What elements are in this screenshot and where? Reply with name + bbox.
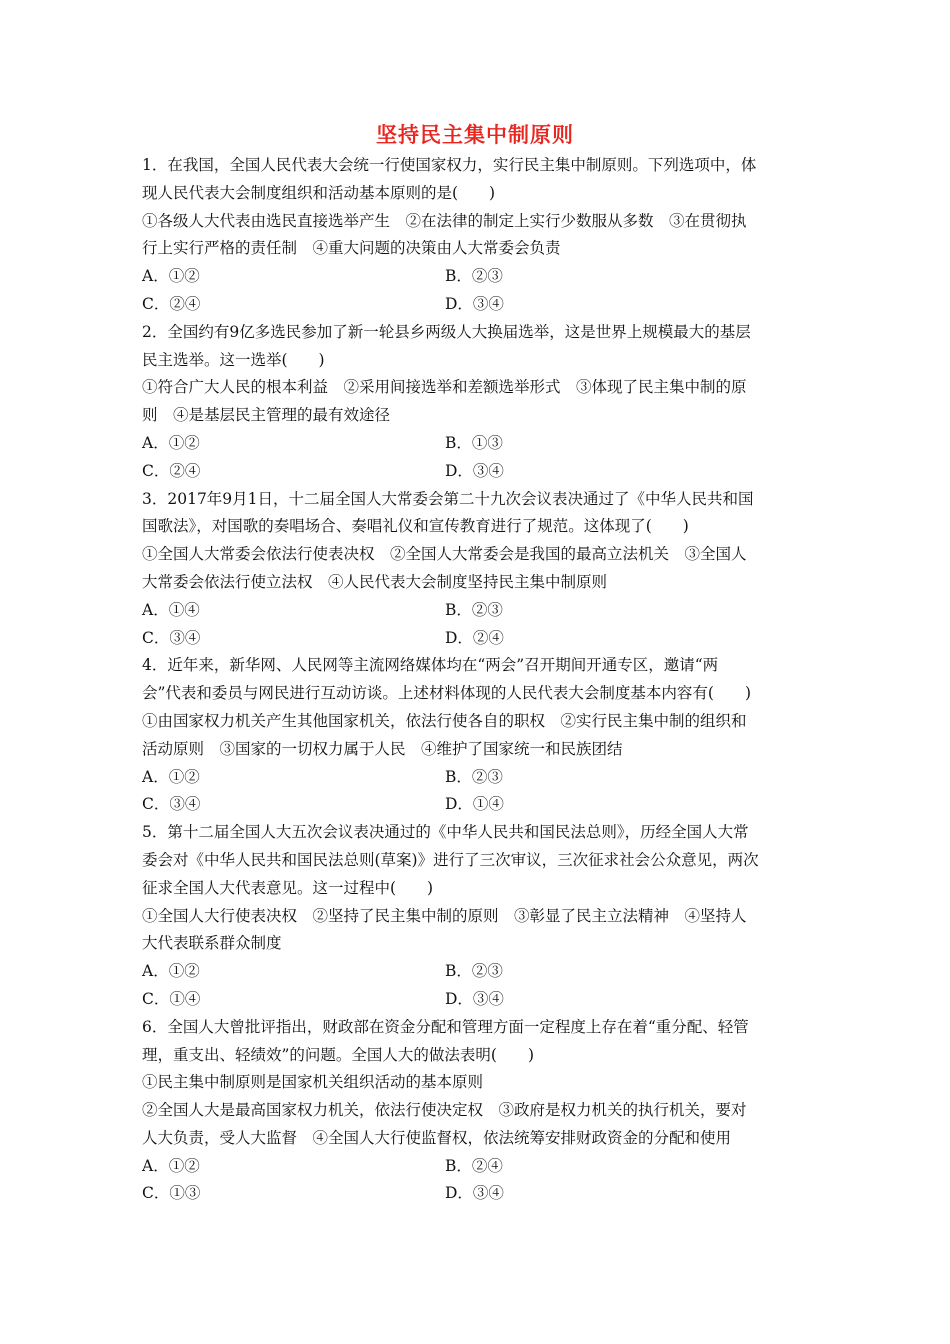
answer-option-b: B．②③ [445, 962, 503, 981]
answer-option-b: B．①③ [445, 433, 503, 452]
question-text-line: 6．全国人大曾批评指出，财政部在资金分配和管理方面一定程度上存在着“重分配、轻管 [142, 1017, 749, 1036]
options-row [142, 597, 810, 625]
options-row [142, 625, 810, 653]
question-text-line: 委会对《中华人民共和国民法总则(草案)》进行了三次审议，三次征求社会公众意见，两次 [142, 850, 759, 869]
answer-option-b: B．②③ [445, 600, 503, 619]
question-text-line: 1．在我国，全国人民代表大会统一行使国家权力，实行民主集中制原则。下列选项中，体 [142, 156, 757, 174]
question-text-line: 3．2017年9月1日，十二届全国人大常委会第二十九次会议表决通过了《中华人民共和国 [142, 489, 754, 508]
answer-option-c: C．①③ [142, 1184, 201, 1203]
question-1 [142, 152, 810, 319]
question-text-line: 大常委会依法行使立法权 ④人民代表大会制度坚持民主集中制原则 [142, 572, 608, 591]
question-2 [142, 319, 810, 486]
question-text-line: ①民主集中制原则是国家机关组织活动的基本原则 [142, 1073, 484, 1092]
answer-option-c: C．③④ [142, 795, 201, 814]
question-text-line: 活动原则 ③国家的一切权力属于人民 ④维护了国家统一和民族团结 [142, 739, 623, 758]
answer-option-d: D．③④ [445, 461, 504, 480]
options-row [142, 263, 810, 291]
question-text-line: ②全国人大是最高国家权力机关，依法行使决定权 ③政府是权力机关的执行机关，要对 [142, 1101, 747, 1120]
question-text-line: 行上实行严格的责任制 ④重大问题的决策由人大常委会负责 [142, 239, 561, 258]
options-row [142, 958, 810, 986]
answer-option-c: C．③④ [142, 628, 201, 647]
options-row [142, 430, 810, 458]
options-row [142, 458, 810, 486]
answer-option-a: A．①② [142, 767, 200, 786]
answer-option-b: B．②③ [445, 767, 503, 786]
question-text-line: 4．近年来，新华网、人民网等主流网络媒体均在“两会”召开期间开通专区，邀请“两 [142, 656, 719, 675]
page-title: 坚持民主集中制原则 [376, 123, 574, 147]
question-text-line: 2．全国约有9亿多选民参加了新一轮县乡两级人大换届选举，这是世界上规模最大的基层 [142, 322, 751, 341]
options-row [142, 791, 810, 819]
options-row [142, 1180, 810, 1208]
question-list [142, 152, 810, 1208]
answer-option-c: C．①④ [142, 989, 201, 1008]
question-text-line: ①全国人大常委会依法行使表决权 ②全国人大常委会是我国的最高立法机关 ③全国人 [142, 545, 747, 564]
question-text-line: 会”代表和委员与网民进行互动访谈。上述材料体现的人民代表大会制度基本内容有( ) [142, 684, 752, 703]
answer-option-b: B．②④ [445, 1156, 503, 1175]
answer-option-d: D．①④ [445, 795, 504, 814]
answer-option-a: A．①④ [142, 600, 200, 619]
question-3 [142, 486, 810, 653]
question-text-line: ①符合广大人民的根本利益 ②采用间接选举和差额选举形式 ③体现了民主集中制的原 [142, 378, 747, 397]
answer-option-a: A．①② [142, 433, 200, 452]
question-6 [142, 1014, 810, 1209]
answer-option-a: A．①② [142, 962, 200, 981]
answer-option-a: A．①② [142, 267, 200, 286]
question-text-line: 大代表联系群众制度 [142, 934, 282, 953]
answer-option-c: C．②④ [142, 294, 201, 313]
options-row [142, 764, 810, 792]
question-text-line: 理，重支出、轻绩效”的问题。全国人大的做法表明( ) [142, 1045, 535, 1064]
question-text-line: 人大负责，受人大监督 ④全国人大行使监督权，依法统筹安排财政资金的分配和使用 [142, 1128, 732, 1147]
question-text-line: ①由国家权力机关产生其他国家机关，依法行使各自的职权 ②实行民主集中制的组织和 [142, 711, 747, 730]
answer-option-d: D．③④ [445, 989, 504, 1008]
answer-option-d: D．③④ [445, 1184, 504, 1203]
question-text-line: 征求全国人大代表意见。这一过程中( ) [142, 878, 434, 897]
answer-option-d: D．②④ [445, 628, 504, 647]
question-text-line: 现人民代表大会制度组织和活动基本原则的是( ) [142, 183, 496, 202]
options-row [142, 986, 810, 1014]
answer-option-d: D．③④ [445, 294, 504, 313]
options-row [142, 291, 810, 319]
question-4 [142, 652, 810, 819]
question-text-line: 则 ④是基层民主管理的最有效途径 [142, 406, 391, 425]
answer-option-c: C．②④ [142, 461, 201, 480]
question-text-line: ①全国人大行使表决权 ②坚持了民主集中制的原则 ③彰显了民主立法精神 ④坚持人 [142, 906, 747, 925]
answer-option-a: A．①② [142, 1156, 200, 1175]
options-row [142, 1153, 810, 1181]
answer-option-b: B．②③ [445, 267, 503, 286]
question-text-line: 5．第十二届全国人大五次会议表决通过的《中华人民共和国民法总则》，历经全国人大常 [142, 823, 749, 842]
question-5 [142, 819, 810, 1014]
question-text-line: ①各级人大代表由选民直接选举产生 ②在法律的制定上实行少数服从多数 ③在贯彻执 [142, 211, 747, 230]
question-text-line: 民主选举。这一选举( ) [142, 350, 325, 369]
question-text-line: 国歌法》，对国歌的奏唱场合、奏唱礼仪和宣传教育进行了规范。这体现了( ) [142, 517, 689, 536]
